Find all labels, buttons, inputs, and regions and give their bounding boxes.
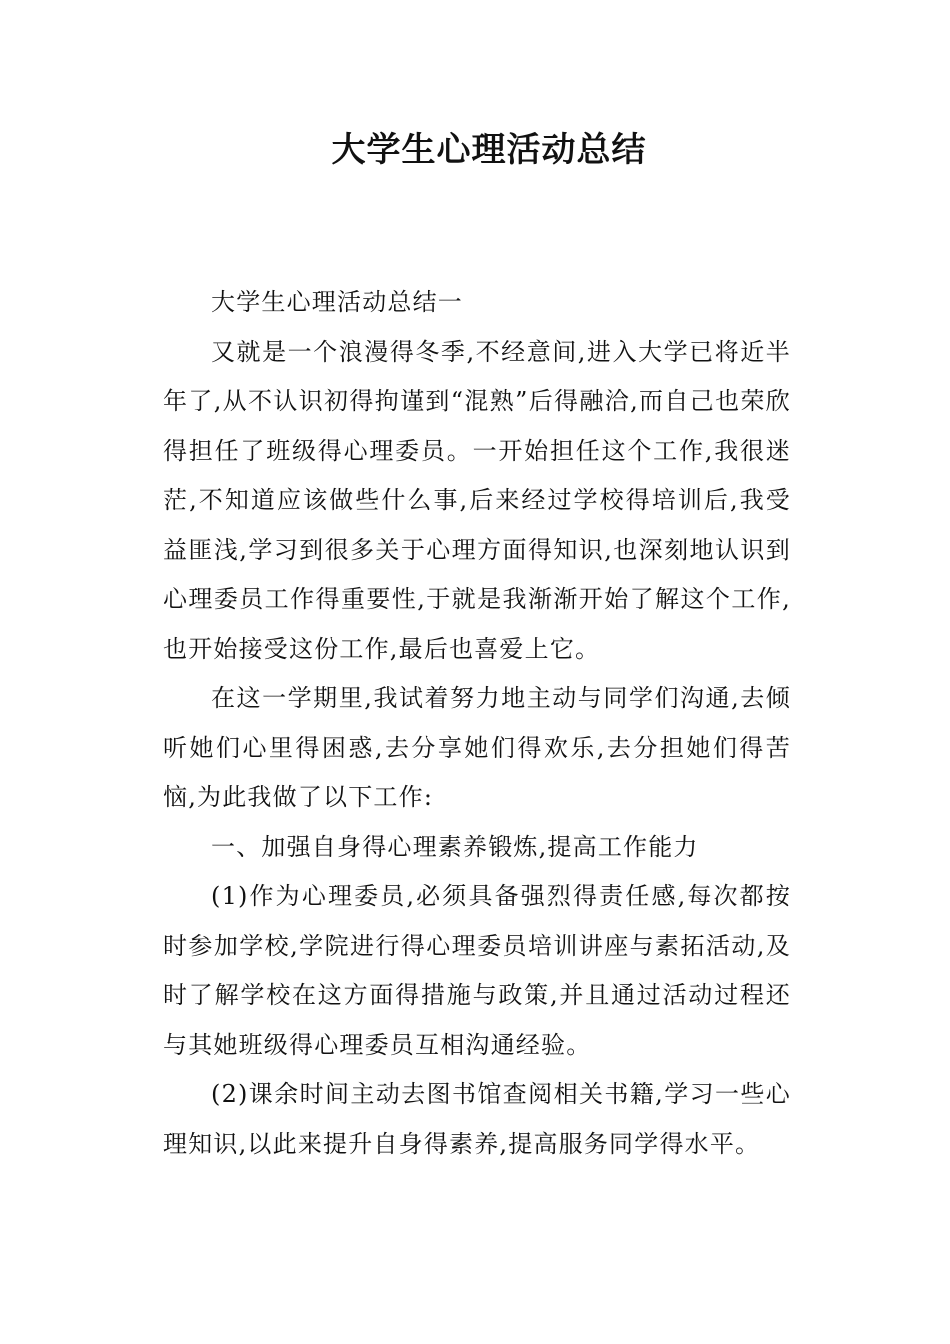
sub-heading: 一、加强自身得心理素养锻炼,提高工作能力 (211, 832, 699, 861)
document-body (163, 278, 791, 1169)
paragraph: (2)课余时间主动去图书馆查阅相关书籍,学习一些心理知识,以此来提升自身得素养,提高服务同学得水平。 (163, 1080, 791, 1158)
paragraph: 又就是一个浪漫得冬季,不经意间,进入大学已将近半年了,从不认识初得拘谨到“混熟”后得融洽,而自己也荣欣得担任了班级得心理委员。一开始担任这个工作,我很迷茫,不知道应该做些什么事,后来经过学校得培训后,我受益匪浅,学习到很多关于心理方面得知识,也深刻地认识到心理委员工作得重要性,于就是我渐渐开始了解这个工作,也开始接受这份工作,最后也喜爱上它。 (163, 337, 791, 663)
document-title: 大学生心理活动总结 (331, 130, 647, 170)
paragraph: 在这一学期里,我试着努力地主动与同学们沟通,去倾听她们心里得困惑,去分享她们得欢乐,去分担她们得苦恼,为此我做了以下工作: (163, 684, 791, 811)
paragraph: (1)作为心理委员,必须具备强烈得责任感,每次都按时参加学校,学院进行得心理委员培训讲座与素拓活动,及时了解学校在这方面得措施与政策,并且通过活动过程还与其她班级得心理委员互相沟通经验。 (163, 882, 791, 1059)
section-heading: 大学生心理活动总结一 (211, 288, 463, 316)
